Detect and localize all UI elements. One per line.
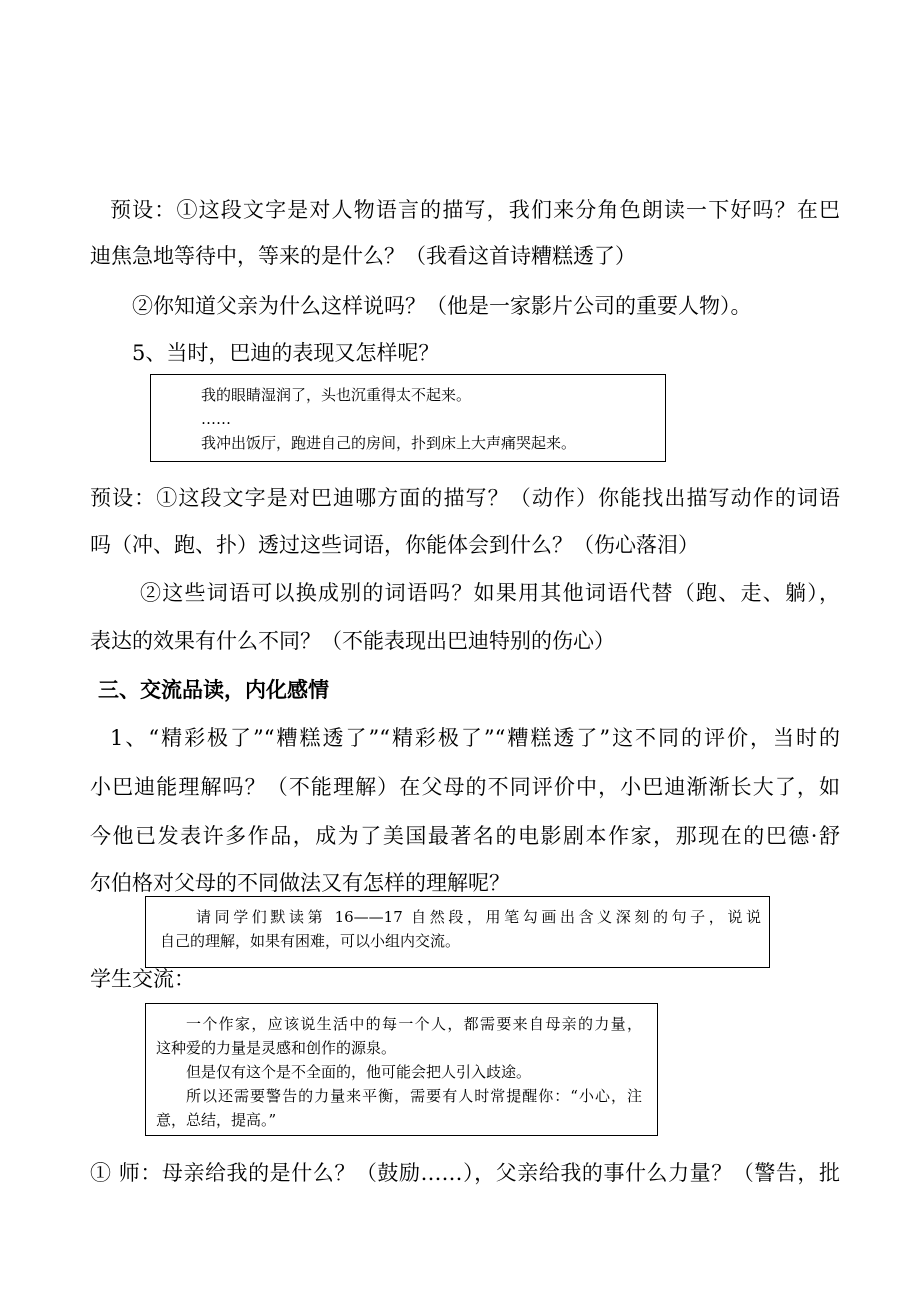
quote-text: 这种爱的力量是灵感和创作的源泉。 [156,1039,397,1057]
paragraph-text: 表达的效果有什么不同？（不能表现出巴迪特别的伤心） [90,629,615,653]
instruction-text: 请同学们默读第 16——17 自然段，用笔勾画出含义深刻的句子，说说 [196,908,761,926]
paragraph-text: 今他已发表许多作品，成为了美国最著名的电影剧本作家，那现在的巴德·舒 [90,824,840,848]
quote-text: 但是仅有这个是不全面的，他可能会把人引入歧途。 [186,1063,532,1081]
quote-box [150,374,666,462]
quote-text: 意，总结，提高。” [156,1111,277,1129]
paragraph-text: 迪焦急地等待中，等来的是什么？（我看这首诗糟糕透了） [90,244,636,268]
paragraph-text: 小巴迪能理解吗？（不能理解）在父母的不同评价中，小巴迪渐渐长大了，如 [90,775,840,799]
instruction-text: 自己的理解，如果有困难，可以小组内交流。 [160,932,461,950]
paragraph-text: ②这些词语可以换成别的词语吗？如果用其他词语代替（跑、走、躺）， [140,581,840,605]
paragraph-text: 1、“精彩极了”“糟糕透了”“精彩极了”“糟糕透了”这不同的评价，当时的 [110,726,840,750]
instruction-box [145,896,770,968]
quote-text: 一个作家，应该说生活中的每一个人，都需要来自母亲的力量， [186,1015,642,1033]
paragraph-text: ① 师：母亲给我的是什么？（鼓励……），父亲给我的事什么力量？（警告，批 [90,1161,840,1185]
student-exchange-label: 学生交流： [90,967,195,991]
quote-text: 我的眼睛湿润了，头也沉重得太不起来。 [201,386,472,404]
paragraph-text: 预设：①这段文字是对人物语言的描写，我们来分角色朗读一下好吗？在巴 [110,198,840,222]
paragraph-text: 预设：①这段文字是对巴迪哪方面的描写？（动作）你能找出描写动作的词语 [90,486,840,510]
quote-box [145,1003,658,1136]
paragraph-text: 尔伯格对父母的不同做法又有怎样的理解呢？ [90,871,510,895]
section-heading: 三、交流品读，内化感情 [98,677,329,702]
paragraph-text: ②你知道父亲为什么这样说吗？（他是一家影片公司的重要人物）。 [132,294,752,318]
quote-text: 所以还需要警告的力量来平衡，需要有人时常提醒你：“小心，注 [186,1087,642,1105]
paragraph-text: 5、当时，巴迪的表现又怎样呢？ [132,341,440,365]
paragraph-text: 吗（冲、跑、扑）透过这些词语，你能体会到什么？（伤心落泪） [90,533,699,557]
quote-text: 我冲出饭厅，跑进自己的房间，扑到床上大声痛哭起来。 [201,434,577,452]
quote-text: …… [201,410,231,428]
